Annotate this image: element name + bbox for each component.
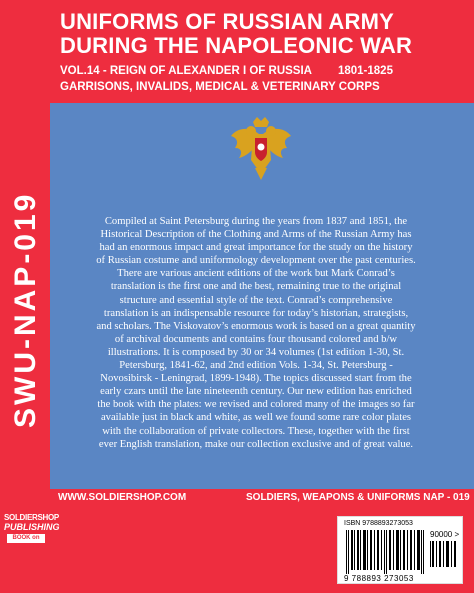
barcode-icon	[346, 530, 426, 574]
subtitle-volume: VOL.14 - REIGN OF ALEXANDER I OF RUSSIA	[60, 65, 312, 77]
barcode-box	[337, 516, 463, 584]
publisher-logo	[4, 513, 60, 587]
logo-line-2: PUBLISHING	[4, 522, 60, 532]
logo-line-3: BOOK on DEMAND	[7, 534, 45, 543]
title-line-1: UNIFORMS OF RUSSIAN ARMY	[60, 9, 394, 34]
isbn-label: ISBN 9788893273053	[344, 520, 413, 527]
double-headed-eagle-icon	[229, 116, 293, 182]
description-text: Compiled at Saint Petersburg during the years from 1837 and 1851, the Historical Description of the Clothing and Arms of the Russian Army has had an enormous impact and great importance for the study on the history of Russian costume and uniformology development over the past centuries. There are various ancient editions of the work but Mark Conrad’s translation is the first one and the best, remaining true to the original structure and essential style of the text. Conrad’s comprehensive translation is an indispensable resource for today’s historian, strategists, and scholars. The Viskovatov’s enormous work is based on a great quantity of archival documents and contains four thousand colored and b/w illustrations. It is composed by 30 or 34 volumes (1st edition 1-30, St. Petersburg, 1841-62, and 2nd edition Vols. 1-34, St. Petersburg - Novosibirsk - Leningrad, 1899-1948). The topics discussed start from the early czars until the late nineteenth century. Our new edition has enriched the book with the plates: we revised and colored many of the images so far available just in black and white, as well we found some rare color plates with the collaboration of private collectors. These, together with the first ever English translation, make our collection exclusive and of great value.	[96, 216, 416, 450]
series-label: SOLDIERS, WEAPONS & UNIFORMS NAP - 019	[246, 492, 470, 503]
logo-line-1: SOLDIERSHOP	[4, 513, 59, 522]
title-line-2: DURING THE NAPOLEONIC WAR	[60, 33, 413, 58]
website-link[interactable]: WWW.SOLDIERSHOP.COM	[58, 492, 187, 503]
subtitle-line-1	[60, 64, 460, 79]
price-code: 90000 >	[430, 530, 460, 539]
series-code-vertical: SWU-NAP-019	[9, 191, 42, 429]
barcode-number: 9 788893 273053	[344, 574, 414, 583]
header	[60, 10, 460, 95]
price-barcode-icon	[430, 541, 458, 567]
subtitle-years: 1801-1825	[337, 65, 393, 77]
subtitle-line-2: GARRISONS, INVALIDS, MEDICAL & VETERINARY CORPS	[60, 81, 380, 93]
